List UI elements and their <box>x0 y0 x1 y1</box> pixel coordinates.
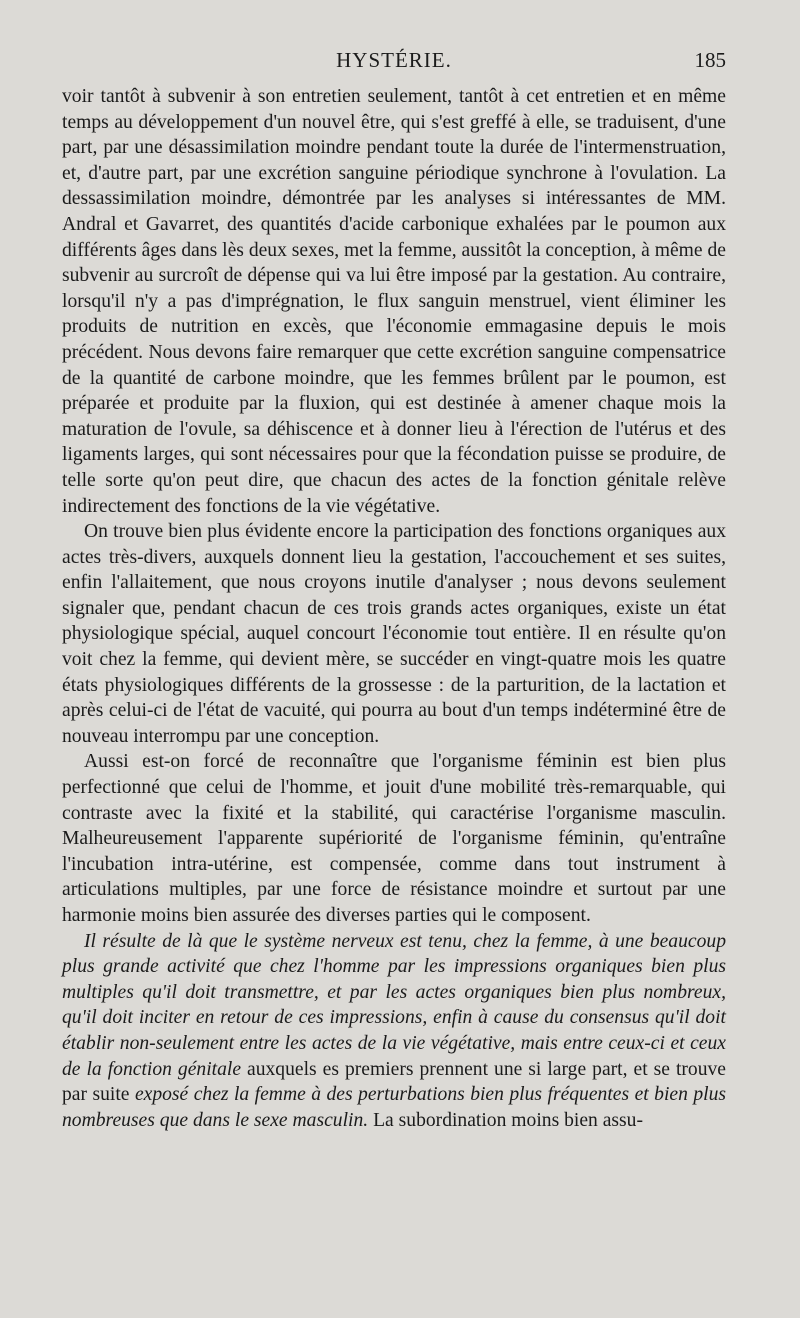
paragraph-1-text: voir tantôt à subvenir à son entretien seulement, tantôt à cet entretien et en même temps au développement d'un nouvel être, qui s'est greffé à elle, se traduisent, d'une part, par une désassimilation moindre pendant toute la durée de l'intermenstruation, et, d'autre part, par une excrétion sanguine périodique synchrone à l'ovulation. La dessassimilation moindre, démontrée par les analyses si intéressantes de MM. Andral et Gavarret, des quantités d'acide carbonique exhalées par le poumon aux différents âges dans lès deux sexes, met la femme, aussitôt la conception, à même de subvenir au surcroît de dépense qui va lui être imposé par la gestation. Au contraire, lorsqu'il n'y a pas d'imprégnation, le flux sanguin menstruel, vient éliminer les produits de nutrition en excès, que l'économie emmagasine depuis le mois précédent. Nous devons faire remarquer que cette excrétion sanguine compensatrice de la quantité de carbone moindre, que les femmes brûlent par le poumon, est préparée et produite par la fluxion, qui est destinée à amener chaque mois la maturation de l'ovule, sa déhiscence et à donner lieu à l'érection de l'utérus et des ligaments larges, qui sont nécessaires pour que la fécondation puisse se produire, de telle sorte qu'on peut dire, que chacun des actes de la fonction génitale relève indirectement des fonctions de la vie végétative. <box>62 86 726 517</box>
running-title: HYSTÉRIE. <box>336 48 452 72</box>
paragraph-4-roman-segment-2: La subordination moins bien assu- <box>368 1109 644 1131</box>
paragraph-2 <box>62 519 726 749</box>
paragraph-1 <box>62 84 726 519</box>
paragraph-3 <box>62 749 726 928</box>
paragraph-2-text: On trouve bien plus évidente encore la participation des fonctions organiques aux actes très-divers, auxquels donnent lieu la gestation, l'accouchement et ses suites, enfin l'allaitement, que nous croyons inutile d'analyser ; nous devons seulement signaler que, pendant chacun de ces trois grands actes organiques, existe un état physiologique spécial, auquel concourt l'économie tout entière. Il en résulte qu'on voit chez la femme, qui devient mère, se succéder en vingt-quatre mois les quatre états physiologiques différents de la grossesse : de la parturition, de la lactation et après celui-ci de l'état de vacuité, qui pourra au bout d'un temps indéterminé être de nouveau interrompu par une conception. <box>62 521 726 747</box>
paragraph-4-italic-segment-2: exposé chez la femme à des perturbations bien plus fréquentes et bien plus nombreuses que dans le sexe masculin. <box>62 1084 727 1131</box>
page-number: 185 <box>694 48 726 72</box>
paragraph-4-roman-segment-1: auxquels es premiers prennent une si large part, et se trouve par suite <box>62 1058 726 1106</box>
page-header <box>62 44 726 76</box>
paragraph-4-italic-segment-1: Il résulte de là que le système nerveux est tenu, chez la femme, à une beaucoup plus grande activité que chez l'homme par les impressions organiques bien plus multiples qu'il doit transmettre, et par les actes organiques bien plus nombreux, qu'il doit inciter en retour de ces impressions, enfin à cause du consensus qu'il doit établir non-seulement entre les actes de la vie végétative, mais entre ceux-ci et ceux de la fonction génitale <box>62 930 726 1080</box>
paragraph-4 <box>62 929 726 1134</box>
body-text <box>62 84 726 1133</box>
paragraph-3-text: Aussi est-on forcé de reconnaître que l'organisme féminin est bien plus perfectionné que celui de l'homme, et jouit d'une mobilité très-remarquable, qui contraste avec la fixité et la stabilité, qui caractérise l'organisme masculin. Malheureusement l'apparente supériorité de l'organisme féminin, qu'entraîne l'incubation intra-utérine, est compensée, comme dans tout instrument à articulations multiples, par une force de résistance moindre et surtout par une harmonie moins bien assurée des diverses parties qui le composent. <box>62 751 726 926</box>
